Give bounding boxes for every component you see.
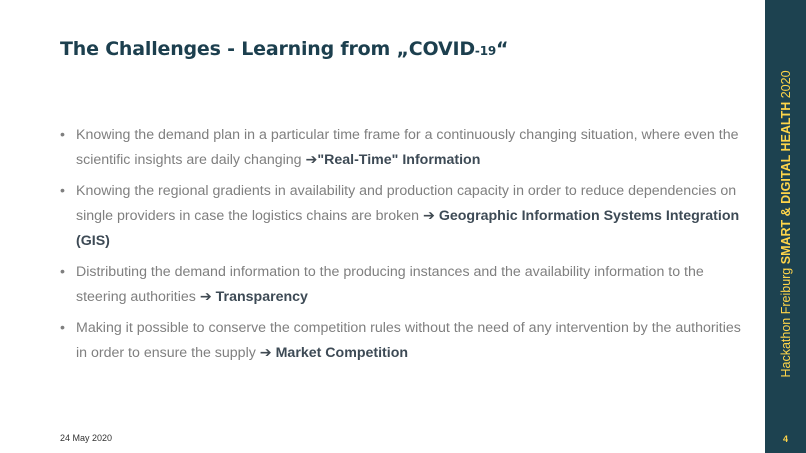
bullet-item-gis: [60, 179, 750, 254]
bullet-marker: •: [60, 320, 65, 336]
bullet-emphasis: Transparency: [215, 289, 308, 305]
event-year: 2020: [779, 70, 793, 102]
bullet-emphasis: Market Competition: [275, 345, 409, 361]
bullet-text: Knowing the regional gradients in availability and production capacity in order to reduce dependencies on single providers in case the logistics chains are broken: [76, 183, 737, 224]
title-main: The Challenges - Learning from „COVID: [60, 38, 475, 60]
bullet-item-transparency: [60, 260, 750, 310]
footer-date: 24 May 2020: [60, 433, 113, 443]
bullet-list: [60, 123, 750, 372]
bullet-text: Knowing the demand plan in a particular time frame for a continuously changing situation, where even the scientific insights are daily changing: [76, 127, 739, 168]
bullet-item-competition: [60, 316, 750, 366]
bullet-item-realtime: [60, 123, 750, 173]
arrow-icon: ➔: [422, 208, 435, 224]
event-name: SMART & DIGITAL HEALTH: [779, 101, 793, 265]
bullet-emphasis: Geographic Information Systems Integration (GIS): [76, 208, 740, 249]
arrow-icon: ➔: [259, 345, 272, 361]
bullet-marker: •: [60, 183, 65, 199]
bullet-marker: •: [60, 264, 65, 280]
title-close-quote: “: [496, 38, 509, 60]
arrow-icon: ➔: [199, 289, 212, 305]
sidebar-event-label: [779, 70, 793, 377]
event-prefix: Hackathon Freiburg: [779, 264, 793, 378]
bullet-text: Making it possible to conserve the competition rules without the need of any intervention by the authorities in order to ensure the supply: [76, 320, 741, 361]
page-number: 4: [782, 434, 788, 444]
slide-title: [60, 38, 508, 60]
title-suffix: -19: [474, 44, 497, 58]
bullet-emphasis: "Real-Time" Information: [317, 152, 481, 168]
bullet-marker: •: [60, 127, 65, 143]
arrow-icon: ➔: [305, 152, 318, 168]
bullet-text: Distributing the demand information to the producing instances and the availability information to the steering authorities: [76, 264, 704, 305]
